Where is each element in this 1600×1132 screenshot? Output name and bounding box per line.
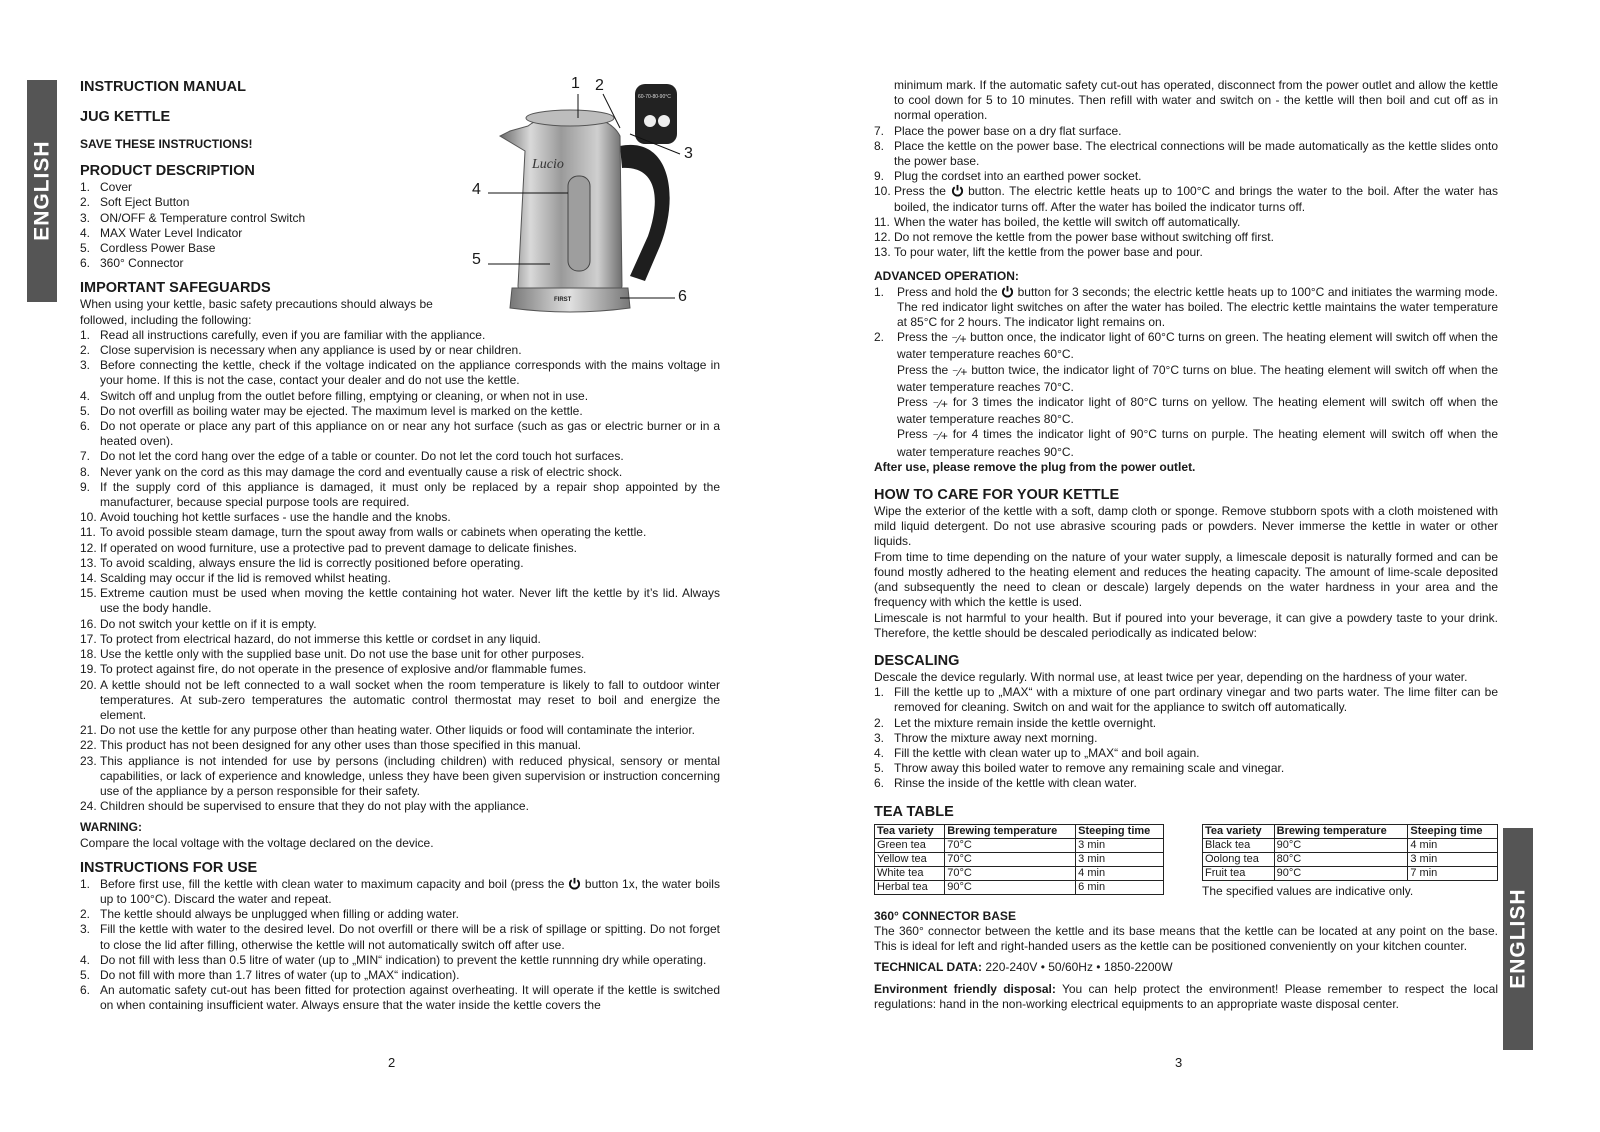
advanced-operation-heading: ADVANCED OPERATION: xyxy=(874,269,1019,284)
list-item: 24. Children should be supervised to ensure that they do not play with the appliance. xyxy=(80,799,529,814)
list-item: 16. Do not switch your kettle on if it is empty. xyxy=(80,616,317,631)
descaling-list xyxy=(874,685,1498,791)
callout-4: 4 xyxy=(472,181,481,198)
product-parts-list xyxy=(80,180,720,271)
list-item: 5. Throw away this boiled water to remove any remaining scale and vinegar. xyxy=(874,761,1285,776)
temp-button-icon: ⁻∕+ xyxy=(951,332,967,347)
list-item: 2. Press the ⁻∕+ button once, the indicator light of 60°C turns on green. The heating element will switch off when the water temperature reaches 60°C. Press the ⁻∕+ button twice, the indicator light of 70°C turns on blue. The heating element will switch off when the water temperature reaches 70°C. Press ⁻∕+ for 3 times the indicator light of 80°C turns on yellow. The heating element will switch off when the water temperature reaches 80°C. Press ⁻∕+ for 4 times the indicator light of 90°C turns on purple. The heating element will switch off when the water temperature reaches 90°C. xyxy=(874,330,1499,459)
manual-title: INSTRUCTION MANUAL xyxy=(80,79,246,95)
list-item: 5. Do not overfill as boiling water may be ejected. The maximum level is marked on the kettle. xyxy=(80,403,583,418)
descaling-heading: DESCALING xyxy=(874,652,960,669)
list-item: 14. Scalding may occur if the lid is removed whilst heating. xyxy=(80,571,391,586)
column-header: Brewing temperature xyxy=(945,824,1076,838)
language-tab-label: ENGLISH xyxy=(1506,888,1530,990)
tea-tables xyxy=(874,824,1498,899)
temp-button-icon: ⁻∕+ xyxy=(952,364,968,379)
safeguards-intro: When using your kettle, basic safety precautions should always be followed, including the following: xyxy=(80,297,433,327)
list-item: 19. To protect against fire, do not operate in the presence of explosive and/or flammable fumes. xyxy=(80,662,587,677)
power-icon xyxy=(568,877,581,890)
list-item: 17. To protect from electrical hazard, do not immerse this kettle or cordset in any liquid. xyxy=(80,631,541,646)
list-item: 10. Press the button. The electric kettle heats up to 100°C and brings the water to the boil. After the water has boiled, the indicator turns off. After the water has boiled the indicator turns off. xyxy=(874,184,1498,214)
list-item: 1. Fill the kettle up to „MAX“ with a mixture of one part ordinary vinegar and two parts water. The lime filter can be removed for cleaning. Switch on and wait for the appliance to switch off automatically. xyxy=(874,685,1498,715)
column-header: Steeping time xyxy=(1408,824,1498,838)
kettle-brand-text: Lucio xyxy=(532,157,564,172)
callout-2: 2 xyxy=(595,77,604,94)
list-item: 4. Fill the kettle with clean water up to „MAX“ and boil again. xyxy=(874,745,1200,760)
page-right xyxy=(874,78,1498,1012)
list-item: 4. Do not fill with less than 0.5 litre of water (up to „MIN“ indication) to prevent the kettle runnning dry while operating. xyxy=(80,952,707,967)
care-paragraph-3: Limescale is not harmful to your health. But if poured into your beverage, it can give a powdery taste to your drink. Therefore, the kettle should be descaled periodically as indicated below: xyxy=(874,610,1498,640)
column-header: Tea variety xyxy=(875,824,945,838)
power-icon xyxy=(951,184,964,197)
list-item: 2. Close supervision is necessary when any appliance is used by or near children. xyxy=(80,343,522,358)
after-use-note: After use, please remove the plug from the power outlet. xyxy=(874,459,1196,474)
environment-note: Environment friendly disposal: You can help protect the environment! Please remember to respect the local regulations: hand in the non-working electrical equipments to an appropriate waste disposal center. xyxy=(874,981,1499,1011)
safeguards-heading: IMPORTANT SAFEGUARDS xyxy=(80,280,271,297)
callout-3: 3 xyxy=(684,145,693,162)
instructions-list-continued xyxy=(874,124,1498,261)
list-item: 6. An automatic safety cut-out has been fitted for protection against overheating. It will operate if the kettle is switched on when containing insufficient water. Always ensure that the water inside the kettle covers the xyxy=(80,983,720,1013)
table-header-row xyxy=(1203,824,1498,838)
list-item: 10. Avoid touching hot kettle surfaces - use the handle and the knobs. xyxy=(80,510,451,525)
list-item: 6. Rinse the inside of the kettle with clean water. xyxy=(874,776,1137,791)
list-item: 12. Do not remove the kettle from the power base without switching off first. xyxy=(874,230,1274,245)
list-item: 6. 360° Connector xyxy=(80,256,184,271)
list-item: 23. This appliance is not intended for use by persons (including children) with reduced physical, sensory or mental capabilities, or lack of experience and knowledge, unless they have been given supervision or instruction concerning use of the appliance by a person responsible for their safety. xyxy=(80,753,720,798)
descaling-intro: Descale the device regularly. With normal use, at least twice per year, depending on the hardness of your water. xyxy=(874,669,1468,684)
connector-text: The 360° connector between the kettle and its base means that the kettle can be located at any point on the base. This is ideal for left and right-handed users as the kettle can be positioned conveniently on your kitchen counter. xyxy=(874,923,1498,954)
base-brand-text: FIRST xyxy=(554,297,572,303)
list-item: 22. This product has not been designed for any other uses than those specified in this manual. xyxy=(80,738,581,753)
manual-subtitle: JUG KETTLE xyxy=(80,109,171,125)
list-item: 3. ON/OFF & Temperature control Switch xyxy=(80,210,306,225)
page-number-left: 2 xyxy=(388,1055,396,1070)
warning-text: Compare the local voltage with the voltage declared on the device. xyxy=(80,835,434,850)
safeguards-list xyxy=(80,328,720,815)
tea-note: The specified values are indicative only. xyxy=(1202,883,1414,898)
list-item: 8. Never yank on the cord as this may damage the cord and eventually cause a risk of electric shock. xyxy=(80,464,623,479)
table-row: White tea 70°C 4 min xyxy=(875,866,1164,880)
page-number-right: 3 xyxy=(1175,1055,1183,1070)
save-instructions: SAVE THESE INSTRUCTIONS! xyxy=(80,137,253,151)
list-item: 5. Do not fill with more than 1.7 litres of water (up to „MAX“ indication). xyxy=(80,967,460,982)
technical-data: TECHNICAL DATA: 220-240V • 50/60Hz • 1850-2200W xyxy=(874,960,1173,975)
callout-5: 5 xyxy=(472,251,481,268)
list-item: 1. Read all instructions carefully, even if you are familiar with the appliance. xyxy=(80,327,486,342)
table-row: Herbal tea 90°C 6 min xyxy=(875,880,1164,894)
list-item: 1. Press and hold the button for 3 seconds; the electric kettle heats up to 100°C and initiates the warming mode. The red indicator light switches on after the water has boiled. The electric kettle maintains the water temperature at 85°C for 2 hours. The indicator light remains on. xyxy=(874,284,1498,330)
list-item: 3. Fill the kettle with water to the desired level. Do not overfill or there will be a risk of spillage or spitting. Do not forget to close the lid after filling, otherwise the kettle will not automatically switch off after use. xyxy=(80,922,720,952)
list-item: 2. Soft Eject Button xyxy=(80,195,190,210)
care-heading: HOW TO CARE FOR YOUR KETTLE xyxy=(874,487,1120,504)
list-item: 21. Do not use the kettle for any purpose other than heating water. Other liquids or food will contaminate the interior. xyxy=(80,723,696,738)
list-item: 5. Cordless Power Base xyxy=(80,241,216,256)
temp-button-icon: ⁻∕+ xyxy=(932,397,948,412)
list-item: 11. When the water has boiled, the kettle will switch off automatically. xyxy=(874,214,1241,229)
product-description-heading: PRODUCT DESCRIPTION xyxy=(80,163,255,180)
column-header: Steeping time xyxy=(1076,824,1164,838)
list-item: 15. Extreme caution must be used when moving the kettle containing hot water. Never lift the kettle by it’s lid. Always use the body handle. xyxy=(80,586,720,616)
list-item: 1. Before first use, fill the kettle with clean water to maximum capacity and boil (press the button 1x, the water boils up to 100°C). Discard the water and repeat. xyxy=(80,876,720,906)
language-tab-right xyxy=(1503,828,1533,1050)
list-item: 18. Use the kettle only with the supplied base unit. Do not use the base unit for other purposes. xyxy=(80,647,585,662)
list-item: 9. If the supply cord of this appliance is damaged, it must only be replaced by a repair shop appointed by the manufacturer, because special purpose tools are required. xyxy=(80,479,720,510)
list-item: 20. A kettle should not be left connected to a wall socket when the room temperature is likely to fall to outdoor winter temperatures. At sub-zero temperatures the automatic control thermostat may reset to boil and energize the element. xyxy=(80,677,720,722)
tea-table-left xyxy=(874,824,1164,895)
advanced-operation-list xyxy=(874,285,1498,460)
tea-table-right-wrap xyxy=(1202,824,1498,899)
list-item: 4. MAX Water Level Indicator xyxy=(80,225,243,240)
temp-button-icon: ⁻∕+ xyxy=(932,429,948,444)
list-item: 1. Cover xyxy=(80,180,133,195)
list-item: 6. Do not operate or place any part of this appliance on or near any hot surface (such as gas or electric burner or in a heated oven). xyxy=(80,419,720,449)
list-item: 7. Place the power base on a dry flat surface. xyxy=(874,123,1122,138)
page-left xyxy=(80,75,720,1014)
tea-table-right xyxy=(1202,824,1498,881)
column-header: Tea variety xyxy=(1203,824,1275,838)
list-item: 4. Switch off and unplug from the outlet before filling, emptying or cleaning, or when not in use. xyxy=(80,388,589,403)
table-row: Black tea 90°C 4 min xyxy=(1203,838,1498,852)
list-item: 3. Throw the mixture away next morning. xyxy=(874,730,1098,745)
connector-heading: 360° CONNECTOR BASE xyxy=(874,908,1016,923)
instructions-continued: minimum mark. If the automatic safety cut-out has operated, disconnect from the power outlet and allow the kettle to cool down for 5 to 10 minutes. Then refill with water and switch on - the kettle will then boil and cut off as in normal operation. xyxy=(894,78,1498,123)
list-item: 9. Plug the cordset into an earthed power socket. xyxy=(874,169,1142,184)
table-row: Fruit tea 90°C 7 min xyxy=(1203,866,1498,880)
instructions-heading: INSTRUCTIONS FOR USE xyxy=(80,859,258,876)
list-item: 3. Before connecting the kettle, check if the voltage indicated on the appliance corresponds with the mains voltage in your home. If this is not the case, contact your dealer and do not use the kettle. xyxy=(80,358,720,388)
instructions-list xyxy=(80,877,720,1014)
table-row: Yellow tea 70°C 3 min xyxy=(875,852,1164,866)
list-item: 13. To pour water, lift the kettle from the power base and pour. xyxy=(874,245,1203,260)
list-item: 13. To avoid scalding, always ensure the lid is correctly positioned before operating. xyxy=(80,555,524,570)
care-paragraph-2: From time to time depending on the nature of your water supply, a limescale deposit is naturally formed and can be found mostly adhered to the heating element and reduces the heating capacity. The amount of lime-scale deposited (and subsequently the need to clean or descale) largely depends on the water hardness in your area and the frequency with which the kettle is used. xyxy=(874,549,1498,610)
warning-heading: WARNING: xyxy=(80,820,142,835)
language-tab-left xyxy=(27,80,57,302)
control-panel-temps: 60-70-80-90°C xyxy=(638,94,671,100)
power-icon xyxy=(1001,285,1014,298)
callout-1: 1 xyxy=(571,75,580,92)
list-item: 8. Place the kettle on the power base. The electrical connections will be made automatically as the kettle slides onto the power base. xyxy=(874,138,1498,169)
column-header: Brewing temperature xyxy=(1274,824,1408,838)
care-paragraph-1: Wipe the exterior of the kettle with a soft, damp cloth or sponge. Remove stubborn spots with a cloth moistened with mild liquid detergent. Do not use abrasive scouring pads or powders. Never immerse the kettle in water or other liquids. xyxy=(874,504,1498,549)
language-tab-label: ENGLISH xyxy=(30,140,54,242)
list-item: 11. To avoid possible steam damage, turn the spout away from walls or cabinets when operating the kettle. xyxy=(80,525,647,540)
table-header-row xyxy=(875,824,1164,838)
callout-6: 6 xyxy=(678,288,687,305)
table-row: Green tea 70°C 3 min xyxy=(875,838,1164,852)
tea-table-heading: TEA TABLE xyxy=(874,803,954,820)
table-row: Oolong tea 80°C 3 min xyxy=(1203,852,1498,866)
list-item: 2. The kettle should always be unplugged when filling or adding water. xyxy=(80,907,459,922)
list-item: 12. If operated on wood furniture, use a protective pad to prevent damage to delicate finishes. xyxy=(80,540,577,555)
list-item: 2. Let the mixture remain inside the kettle overnight. xyxy=(874,715,1157,730)
list-item: 7. Do not let the cord hang over the edge of a table or counter. Do not let the cord touch hot surfaces. xyxy=(80,449,624,464)
